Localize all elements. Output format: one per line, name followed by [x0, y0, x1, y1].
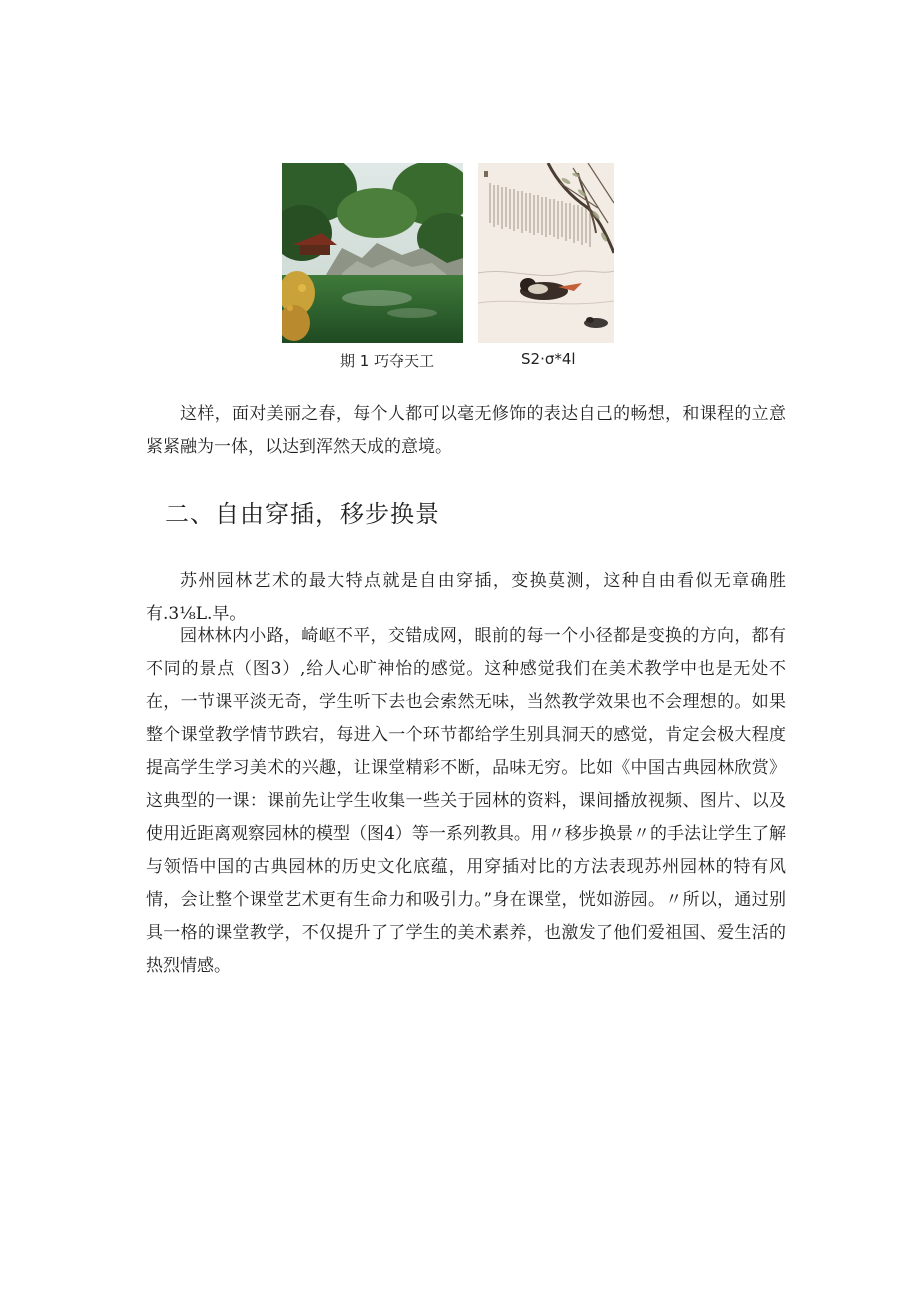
figure-caption-left: 期 1 巧夺天工 — [340, 352, 435, 370]
section-heading: 二、自由穿插，移步换景 — [165, 500, 440, 528]
figure-caption-right: S2·σ*4l — [521, 350, 576, 368]
figure-row — [282, 163, 614, 343]
figure-captions — [0, 350, 920, 374]
body-paragraph: 园林林内小路，崎岖不平，交错成网，眼前的每一个小径都是变换的方向，都有不同的景点（图3）,给人心旷神怡的感觉。这种感觉我们在美术教学中也是无处不在，一节课平淡无奇，学生听下去也会索然无味，当然教学效果也不会理想的。如果整个课堂教学情节跌宕，每进入一个环节都给学生别具洞天的感觉，肯定会极大程度提高学生学习美术的兴趣，让课堂精彩不断，品味无穷。比如《中国古典园林欣赏》这典型的一课：课前先让学生收集一些关于园林的资料，课间播放视频、图片、以及使用近距离观察园林的模型（图4）等一系列教具。用〃移步换景〃的手法让学生了解与领悟中国的古典园林的历史文化底蕴，用穿插对比的方法表现苏州园林的特有风情，会让整个课堂艺术更有生命力和吸引力。”身在课堂，恍如游园。〃所以，通过别具一格的课堂教学，不仅提升了了学生的美术素养，也激发了他们爱祖国、爱生活的热烈情感。 — [146, 626, 786, 976]
garden-pond-photo — [282, 163, 463, 343]
body-paragraph: 苏州园林艺术的最大特点就是自由穿插，变换莫测，这种自由看似无章确胜有.3⅛L.早。 — [146, 571, 786, 624]
body-paragraph: 这样，面对美丽之春，每个人都可以毫无修饰的表达自己的畅想，和课程的立意紧紧融为一体，以达到浑然天成的意境。 — [146, 404, 786, 457]
ink-painting-ducks-willow — [478, 163, 614, 343]
